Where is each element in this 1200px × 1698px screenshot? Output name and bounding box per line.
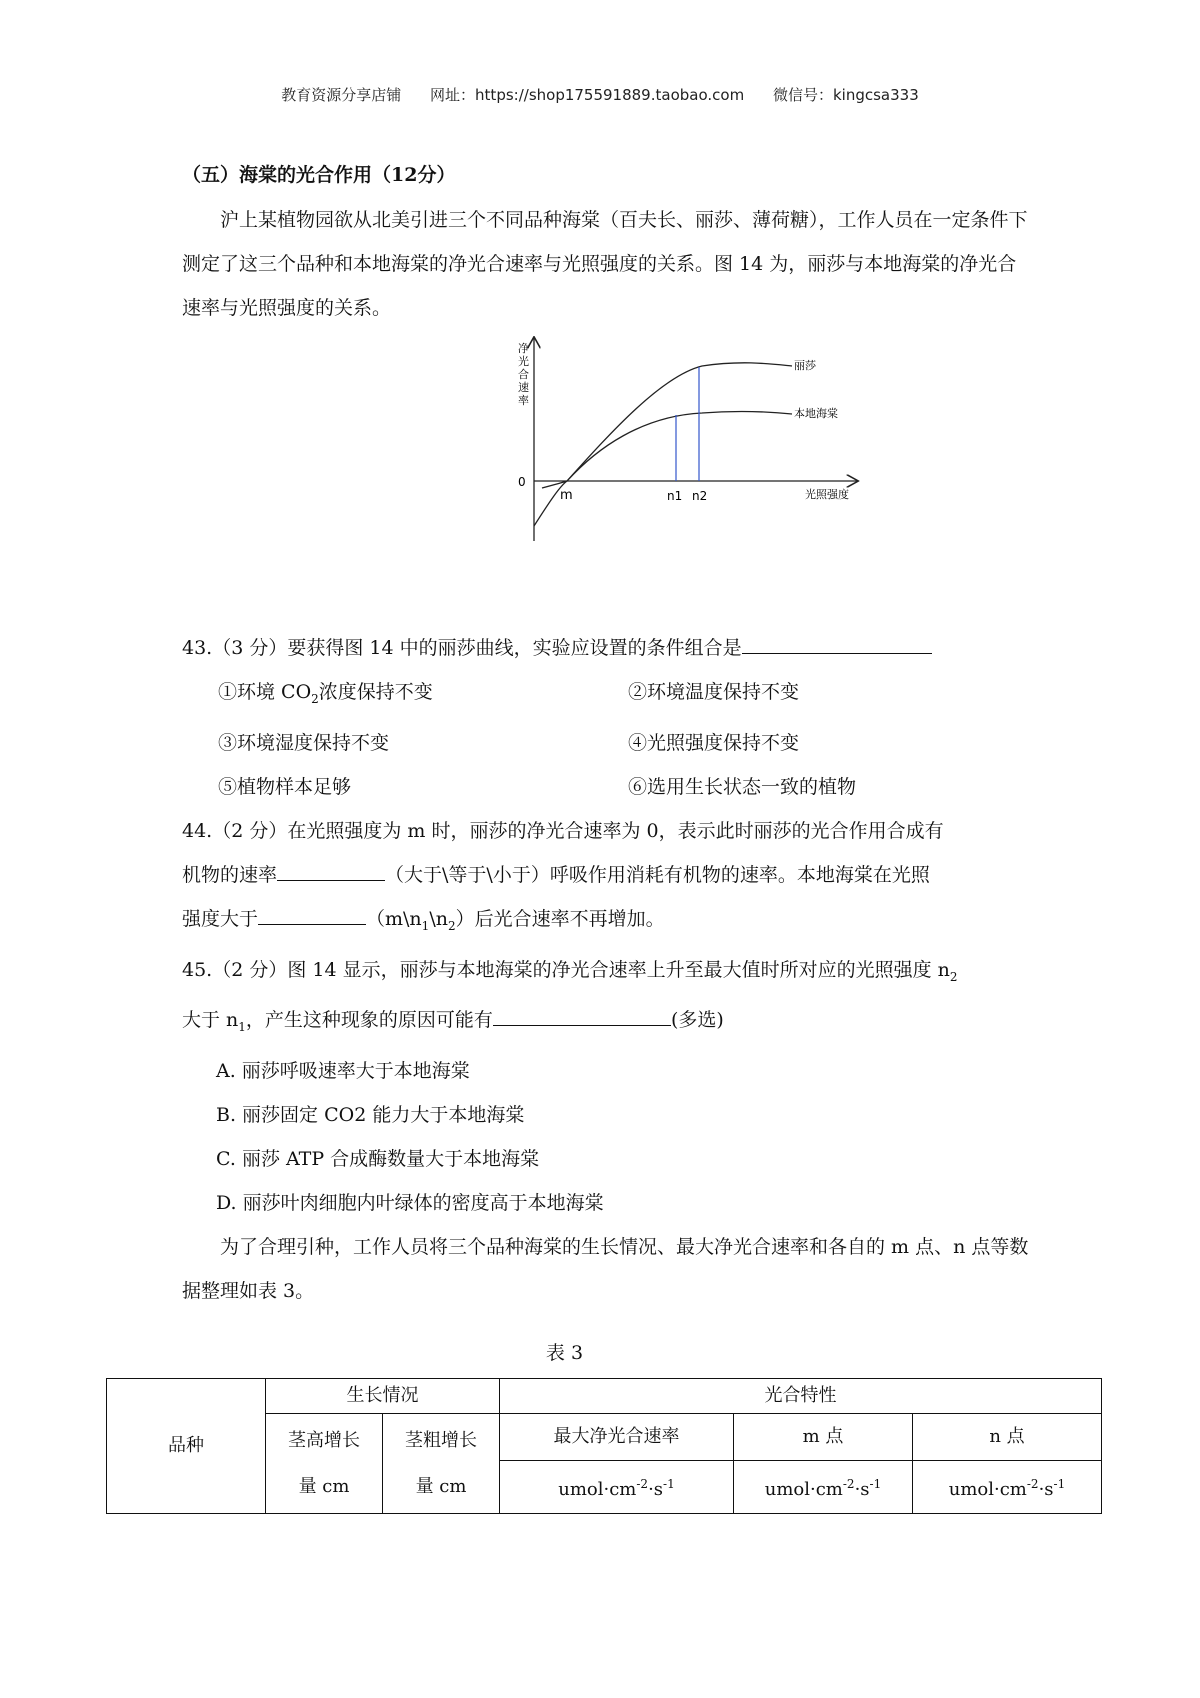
page-header — [0, 84, 1200, 105]
q45-choice-b: B. 丽莎固定 CO2 能力大于本地海棠 — [216, 1104, 525, 1127]
q44-blank-2[interactable] — [258, 898, 366, 925]
shop-url[interactable]: 网址：https://shop175591889.taobao.com — [430, 86, 745, 104]
q45-line2c: (多选) — [670, 1009, 724, 1032]
legend-local: 本地海棠 — [794, 407, 838, 420]
unit-m-point: $umol\cdot cm^{-2}\cdot s^{-1}$ — [734, 1461, 913, 1514]
series-line-local — [542, 411, 792, 488]
table-caption: 表 3 — [545, 1342, 584, 1365]
figure-14 — [182, 336, 1032, 626]
wechat-id: 微信号：kingcsa333 — [772, 86, 919, 104]
q43-option-5: ⑤植物样本足够 — [218, 775, 352, 798]
series-line-lisa — [534, 363, 792, 526]
question-45: 45.（2 分）图 14 显示，丽莎与本地海棠的净光合速率上升至最大值时所对应的光照强度 $n_2$ 大于 $n_1$，产生这种现象的原因可能有 (多选) — [182, 958, 958, 1035]
header-variety: 品种 — [107, 1379, 266, 1514]
q43-option-4: ④光照强度保持不变 — [628, 731, 800, 754]
q44-line2b: （大于\等于\小于）呼吸作用消耗有机物的速率。本地海棠在光照 — [385, 863, 930, 886]
table-3 — [106, 1378, 1102, 1514]
q45-choice-c: C. 丽莎 ATP 合成酶数量大于本地海棠 — [216, 1148, 540, 1171]
q44-line3d: ）后光合速率不再增加。 — [455, 907, 665, 930]
q43-option-6: ⑥选用生长状态一致的植物 — [628, 775, 857, 798]
q44-line3c: \n — [429, 907, 448, 930]
q45-line2a: 大于 n — [182, 1009, 239, 1032]
q45-line2b: ，产生这种现象的原因可能有 — [245, 1009, 493, 1032]
q45-answer-blank[interactable] — [493, 999, 671, 1026]
header-max-rate: 最大净光合速率 — [500, 1414, 734, 1461]
marker-label-n2: n2 — [692, 489, 708, 503]
unit-max-rate: $umol\cdot cm^{-2}\cdot s^{-1}$ — [500, 1461, 734, 1514]
q44-line1: 44.（2 分）在光照强度为 m 时，丽莎的净光合速率为 0，表示此时丽莎的光合作用合成有 — [182, 819, 944, 842]
photosynthesis-chart — [512, 336, 932, 586]
header-stem-height: 茎高增长 量 cm — [266, 1414, 383, 1514]
marker-label-m: m — [560, 488, 573, 503]
q45-line1: 45.（2 分）图 14 显示，丽莎与本地海棠的净光合速率上升至最大值时所对应的光照强度 n — [182, 958, 950, 981]
question-44: 44.（2 分）在光照强度为 m 时，丽莎的净光合速率为 0，表示此时丽莎的光合作用合成有 机物的速率 （大于\等于\小于）呼吸作用消耗有机物的速率。本地海棠在光照 强度大于 $(m\backslash n_1\backslash n_2)$后光合速率不再增加。 — [182, 819, 944, 933]
x-axis-label: 光照强度 — [805, 488, 849, 501]
q45-choices — [182, 1049, 1032, 1225]
y-axis-label: 净光合速率 — [518, 342, 529, 407]
q43-options — [182, 670, 1032, 809]
header-photo: 光合特性 — [500, 1379, 1102, 1414]
q43-option-2: ②环境温度保持不变 — [628, 681, 800, 703]
q44-blank-1[interactable] — [277, 854, 385, 881]
q43-answer-blank[interactable] — [742, 627, 932, 654]
unit-n-point: $umol\cdot cm^{-2}\cdot s^{-1}$ — [913, 1461, 1102, 1514]
legend-lisa: 丽莎 — [794, 359, 816, 372]
outro-paragraph: 为了合理引种，工作人员将三个品种海棠的生长情况、最大净光合速率和各自的 m 点、n 点等数据整理如表 3。 — [182, 1236, 1029, 1303]
question-43 — [182, 626, 1032, 670]
q43-option-3: ③环境湿度保持不变 — [218, 731, 390, 754]
header-stem-thickness: 茎粗增长 量 cm — [383, 1414, 500, 1514]
q43-stem: 43.（3 分）要获得图 14 中的丽莎曲线，实验应设置的条件组合是 — [182, 637, 742, 659]
q44-line3b: （m\n — [366, 907, 422, 930]
section-title: （五）海棠的光合作用（12分） — [182, 164, 456, 186]
q44-line2a: 机物的速率 — [182, 863, 278, 886]
document-body — [182, 160, 1032, 1375]
intro-paragraph: 沪上某植物园欲从北美引进三个不同品种海棠（百夫长、丽莎、薄荷糖），工作人员在一定条件下测定了这三个品种和本地海棠的净光合速率与光照强度的关系。图 14 为，丽莎与本地海棠的净光合速率与光照强度的关系。 — [182, 209, 1028, 319]
q44-line3a: 强度大于 — [182, 907, 259, 930]
shop-name: 教育资源分享店铺 — [281, 86, 402, 104]
marker-label-n1: n1 — [667, 489, 683, 503]
header-growth: 生长情况 — [266, 1379, 500, 1414]
origin-label: 0 — [518, 475, 526, 489]
q45-choice-a: A. 丽莎呼吸速率大于本地海棠 — [216, 1060, 470, 1083]
q45-choice-d: D. 丽莎叶肉细胞内叶绿体的密度高于本地海棠 — [216, 1192, 604, 1215]
q43-option-1: ①环境 $CO_2$浓度保持不变 — [218, 681, 433, 706]
header-m-point: m 点 — [734, 1414, 913, 1461]
header-n-point: n 点 — [913, 1414, 1102, 1461]
